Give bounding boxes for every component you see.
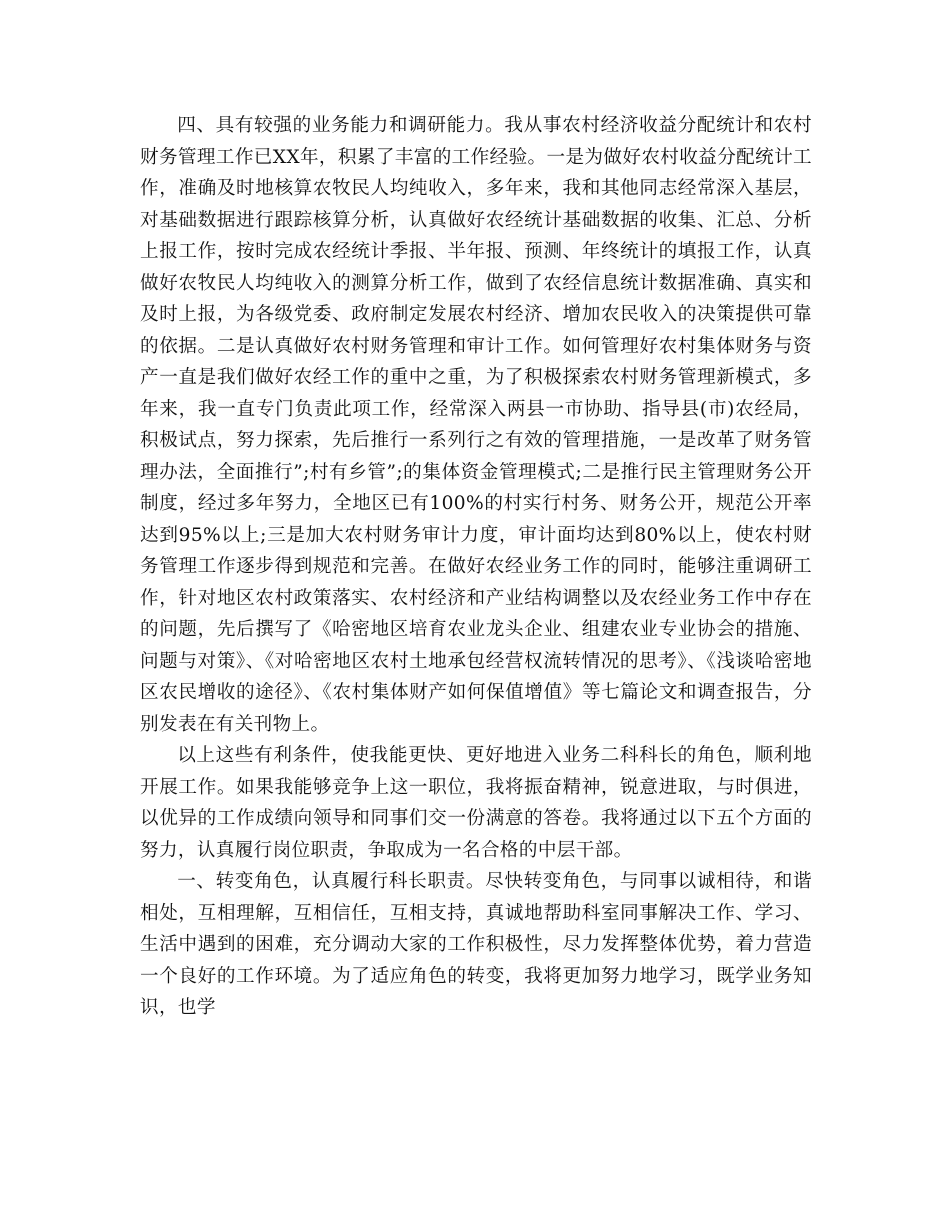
paragraph-role-change: 一、转变角色，认真履行科长职责。尽快转变角色，与同事以诚相待，和谐相处，互相理解，互相信任，互相支持，真诚地帮助科室同事解决工作、学习、生活中遇到的困难，充分调动大家的工作积极性，尽力发挥整体优势，着力营造一个良好的工作环境。为了适应角色的转变，我将更加努力地学习，既学业务知识，也学: [140, 871, 812, 1018]
paragraph-favorable-conditions: 以上这些有利条件，使我能更快、更好地进入业务二科科长的角色，顺利地开展工作。如果我能够竞争上这一职位，我将振奋精神，锐意进取，与时俱进，以优异的工作成绩向领导和同事们交一份满意的答卷。我将通过以下五个方面的努力，认真履行岗位职责，争取成为一名合格的中层干部。: [140, 745, 812, 861]
document-body: [140, 110, 812, 1024]
paragraph-business-ability: 四、具有较强的业务能力和调研能力。我从事农村经济收益分配统计和农村财务管理工作已XX年，积累了丰富的工作经验。一是为做好农村收益分配统计工作，准确及时地核算农牧民人均纯收入，多年来，我和其他同志经常深入基层，对基础数据进行跟踪核算分析，认真做好农经统计基础数据的收集、汇总、分析上报工作，按时完成农经统计季报、半年报、预测、年终统计的填报工作，认真做好农牧民人均纯收入的测算分析工作，做到了农经信息统计数据准确、真实和及时上报，为各级党委、政府制定发展农村经济、增加农民收入的决策提供可靠的依据。二是认真做好农村财务管理和审计工作。如何管理好农村集体财务与资产一直是我们做好农经工作的重中之重，为了积极探索农村财务管理新模式，多年来，我一直专门负责此项工作，经常深入两县一市协助、指导县(市)农经局，积极试点，努力探索，先后推行一系列行之有效的管理措施，一是改革了财务管理办法，全面推行”;村有乡管”;的集体资金管理模式;二是推行民主管理财务公开制度，经过多年努力，全地区已有100%的村实行村务、财务公开，规范公开率达到95%以上;三是加大农村财务审计力度，审计面均达到80%以上，使农村财务管理工作逐步得到规范和完善。在做好农经业务工作的同时，能够注重调研工作，针对地区农村政策落实、农村经济和产业结构调整以及农经业务工作中存在的问题，先后撰写了《哈密地区培育农业龙头企业、组建农业专业协会的措施、问题与对策》、《对哈密地区农村土地承包经营权流转情况的思考》、《浅谈哈密地区农民增收的途径》、《农村集体财产如何保值增值》等七篇论文和调查报告，分别发表在有关刊物上。: [140, 115, 813, 735]
